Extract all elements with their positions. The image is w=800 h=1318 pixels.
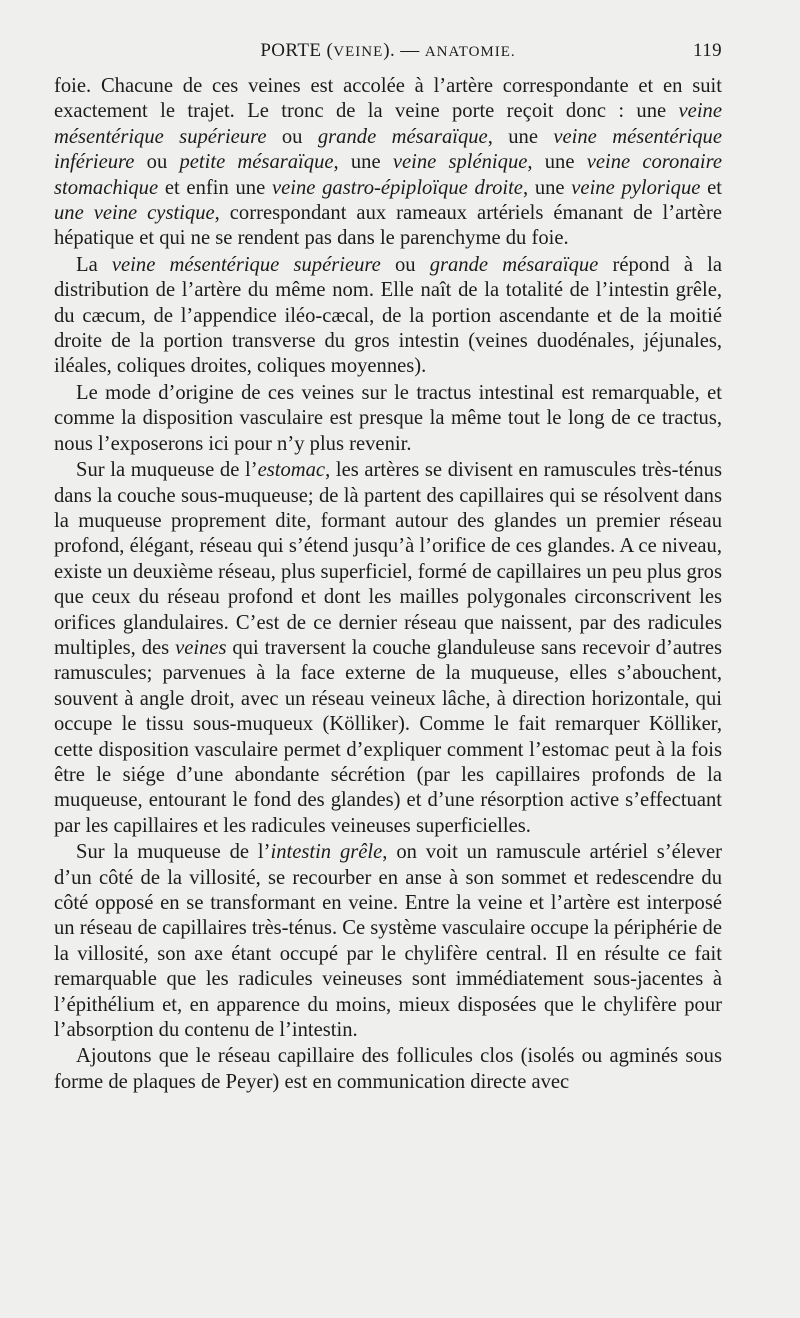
text-run: , une: [333, 151, 393, 174]
italic-text: veine pylorique: [571, 176, 701, 199]
paragraph: [54, 381, 722, 457]
italic-text: veine gastro-épiploïque droite: [271, 176, 523, 199]
text-run: , on voit un ramuscule artériel s’élever d’un côté de la villosité, se recourber en anse à son sommet et redescendre du côté opposé en se transformant en veine. Entre la veine et l’artère est interposé un réseau de capillaires très-ténus. Ce système vasculaire occupe la périphérie de la villosité, son axe étant occupé par le chylifère central. Il en résulte ce fait remarquable que les radicules veineuses sont immédiatement sous-jacentes à l’épithélium et, en apparence du moins, mieux disposées que le chylifère pour l’absorption du contenu de l’intestin.: [54, 841, 722, 1042]
text-run: Sur la muqueuse de l’: [76, 459, 258, 482]
italic-text: veine mésentérique supérieure: [54, 100, 722, 148]
italic-text: veine splénique: [392, 151, 528, 174]
paragraph: [54, 840, 722, 1043]
text-run: , les artères se divisent en ramuscules très-ténus dans la couche sous-muqueuse; de là partent des capillaires qui se résolvent dans la muqueuse proprement dite, formant autour des glandes un premier réseau profond, élégant, réseau qui s’étend jusqu’à l’orifice de ces glandes. A ce niveau, existe un deuxième réseau, plus superficiel, formé de capillaires un peu plus gros que ceux du réseau profond et dont les mailles polygonales circonscrivent les orifices glandulaires. C’est de ce dernier réseau que naissent, par des radicules multiples, des: [54, 459, 722, 659]
text-run: ou: [266, 125, 318, 148]
italic-text: intestin grêle: [270, 841, 383, 864]
italic-text: grande mésaraïque: [317, 125, 488, 148]
italic-text: veine mésentérique supérieure: [111, 253, 381, 276]
text-run: , une: [522, 176, 572, 199]
text-run: qui traversent la couche glanduleuse sans recevoir d’autres ramuscules; parvenues à la face externe de la muqueuse, elles s’abouchent, souvent à angle droit, avec un réseau veineux lâche, à direction horizontale, qui occupe le tissu sous-muqueux (Kölliker). Comme le fait remarquer Kölliker, cette disposition vasculaire permet d’expliquer comment l’estomac peut à la fois être le siége d’une abondante sécrétion (par les capillaires profonds de la muqueuse, entourant le fond des glandes) et d’une résorption active s’effectuant par les capillaires et les radicules veineuses superficielles.: [54, 636, 722, 837]
text-run: , une: [487, 125, 554, 148]
text-run: Sur la muqueuse de l’: [76, 841, 271, 864]
text-run: Le mode d’origine de ces veines sur le tractus intestinal est remarquable, et comme la disposition vasculaire est presque la même tout le long de ce tractus, nous l’exposerons ici pour n’y plus revenir.: [54, 381, 722, 455]
text-run: , correspondant aux rameaux artériels émanant de l’artère hépatique et qui ne se rendent pas dans le parenchyme du foie.: [54, 202, 722, 250]
text-run: La: [76, 253, 112, 276]
italic-text: grande mésaraïque: [429, 253, 599, 276]
text-run: Ajoutons que le réseau capillaire des follicules clos (isolés ou agminés sous forme de plaques de Peyer) est en communication directe avec: [54, 1045, 722, 1093]
italic-text: estomac: [257, 459, 326, 482]
italic-text: une veine cystique: [54, 202, 215, 225]
paragraph: [54, 253, 722, 380]
paragraph: [54, 1044, 722, 1095]
body-text: [54, 74, 722, 1095]
text-run: ou: [380, 253, 430, 276]
text-run: , une: [527, 151, 587, 174]
text-run: et enfin une: [158, 176, 272, 199]
text-run: répond à la distribution de l’artère du même nom. Elle naît de la totalité de l’intestin grêle, du cæcum, de l’appendice iléo-cæcal, de la portion ascendante et de la moitié droite de la portion transverse du gros intestin (veines duodénales, jéjunales, iléales, coliques droites, coliques moyennes).: [54, 253, 722, 378]
running-header: [54, 40, 722, 70]
text-run: ou: [134, 151, 180, 174]
italic-text: veine mésentérique inférieure: [54, 125, 722, 174]
text-run: foie. Chacune de ces veines est accolée à l’artère correspondante et en suit exactement le trajet. Le tronc de la veine porte reçoit donc : une: [54, 75, 722, 123]
page-number: 119: [693, 40, 722, 61]
text-run: et: [700, 176, 722, 199]
paragraph: [54, 74, 722, 252]
italic-text: veines: [175, 636, 227, 659]
italic-text: petite mésaraïque: [179, 151, 334, 174]
running-title: PORTE (VEINE). — ANATOMIE.: [260, 40, 516, 61]
italic-text: veine coronaire stomachique: [54, 151, 723, 199]
paragraph: [54, 458, 722, 839]
